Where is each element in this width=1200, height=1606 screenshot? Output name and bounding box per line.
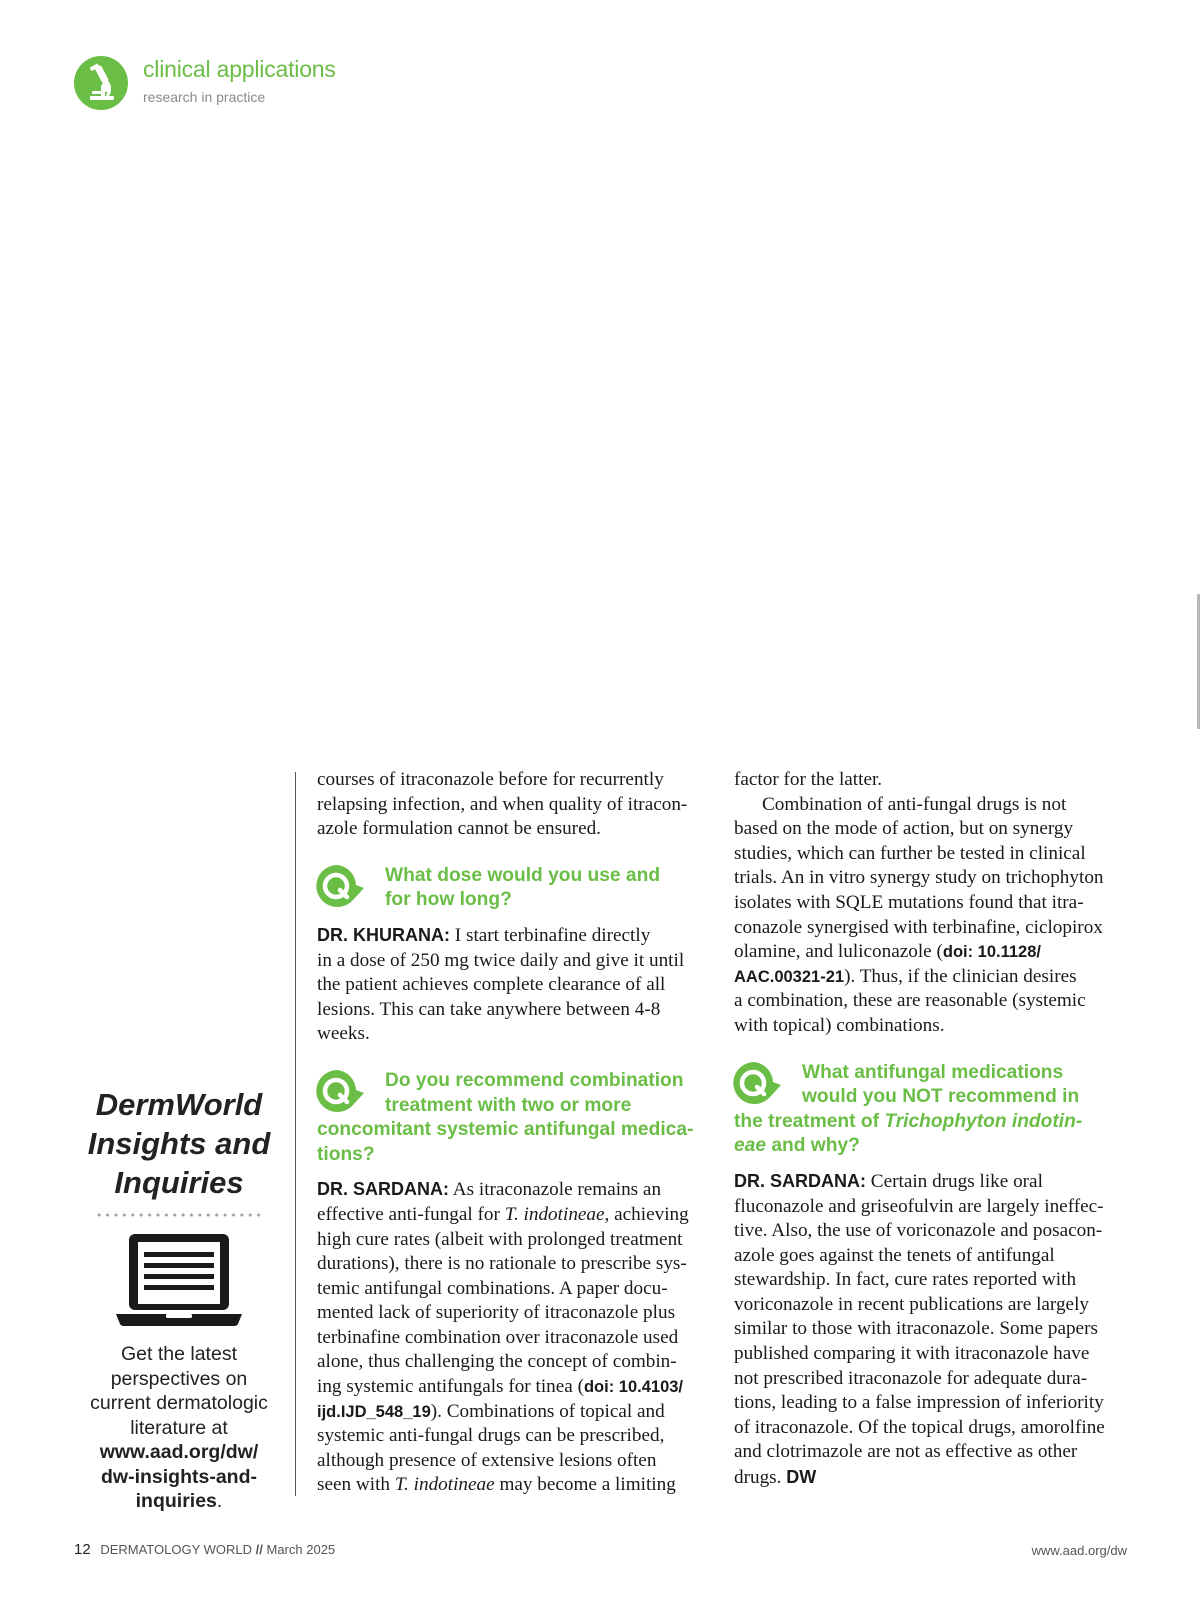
body-line: tive. Also, the use of voriconazole and posacon- bbox=[734, 1220, 1103, 1242]
species-name: eae bbox=[734, 1135, 767, 1157]
dotted-divider bbox=[95, 1212, 263, 1218]
body-line: high cure rates (albeit with prolonged treatment bbox=[317, 1228, 683, 1250]
sidebar-text-line: Get the latest bbox=[121, 1343, 237, 1365]
question-heading bbox=[734, 1061, 1134, 1159]
question-line: concomitant systemic antifungal medica- bbox=[317, 1119, 694, 1141]
sidebar-text bbox=[70, 1342, 288, 1514]
q-bubble-icon bbox=[315, 1069, 365, 1115]
question-text: and why? bbox=[766, 1135, 860, 1157]
body-line: courses of itraconazole before for recurrently bbox=[317, 769, 664, 790]
body-text: Certain drugs like oral bbox=[866, 1170, 1043, 1192]
sidebar-title bbox=[70, 1085, 288, 1202]
body-line: alone, thus challenging the concept of combin- bbox=[317, 1351, 677, 1373]
sidebar-promo bbox=[70, 1085, 288, 1514]
laptop-icon bbox=[114, 1232, 244, 1328]
sidebar-title-line: Inquiries bbox=[114, 1165, 244, 1200]
body-line: mented lack of superiority of itraconazole plus bbox=[317, 1302, 676, 1324]
body-line: terbinafine combination over itraconazole used bbox=[317, 1326, 679, 1348]
body-line: tions, leading to a false impression of inferiority bbox=[734, 1392, 1104, 1414]
body-line: a combination, these are reasonable (systemic bbox=[734, 990, 1086, 1012]
footer-separator: // bbox=[255, 1542, 263, 1557]
body-line: and clotrimazole are not as effective as other bbox=[734, 1441, 1078, 1463]
question-line: tions? bbox=[317, 1143, 375, 1165]
end-mark: DW bbox=[786, 1467, 817, 1488]
body-line: the patient achieves complete clearance of all bbox=[317, 974, 666, 996]
sidebar-link[interactable] bbox=[70, 1440, 288, 1514]
body-line: not prescribed itraconazole for adequate dura- bbox=[734, 1367, 1088, 1389]
body-line: factor for the latter. bbox=[734, 769, 883, 790]
species-name: Trichophyton indotin- bbox=[884, 1110, 1083, 1132]
microscope-icon bbox=[74, 56, 128, 110]
question-line: would you NOT recommend in bbox=[802, 1086, 1080, 1108]
question-line: for how long? bbox=[385, 889, 512, 911]
body-line: voriconazole in recent publications are largely bbox=[734, 1293, 1089, 1315]
body-line: stewardship. In fact, cure rates reported with bbox=[734, 1269, 1077, 1291]
sidebar-link-line[interactable]: dw-insights-and- bbox=[101, 1465, 257, 1488]
body-line: based on the mode of action, but on synergy bbox=[734, 818, 1074, 840]
body-line: weeks. bbox=[317, 1023, 370, 1045]
body-line: studies, which can further be tested in clinical bbox=[734, 842, 1086, 864]
question-line: treatment with two or more bbox=[385, 1094, 632, 1116]
sidebar-text-line: current dermatologic bbox=[90, 1392, 268, 1414]
body-line: azole formulation cannot be ensured. bbox=[317, 818, 601, 840]
q-bubble-icon bbox=[315, 864, 365, 910]
doi-reference[interactable]: ijd.IJD_548_19 bbox=[317, 1402, 431, 1421]
body-line: azole goes against the tenets of antifungal bbox=[734, 1244, 1055, 1266]
body-line: although presence of extensive lesions often bbox=[317, 1449, 657, 1471]
doi-reference[interactable]: doi: 10.4103/ bbox=[583, 1378, 684, 1397]
body-line: in a dose of 250 mg twice daily and give it until bbox=[317, 949, 685, 971]
body-text: olamine, and luliconazole ( bbox=[734, 941, 943, 963]
body-line: Combination of anti-fungal drugs is not bbox=[762, 793, 1067, 815]
section-subtitle: research in practice bbox=[143, 89, 266, 105]
footer-url[interactable]: www.aad.org/dw bbox=[1031, 1543, 1127, 1558]
body-line: trials. An in vitro synergy study on trichophyton bbox=[734, 867, 1104, 889]
body-line: relapsing infection, and when quality of itracon- bbox=[317, 793, 688, 815]
sidebar-text-line: literature at bbox=[130, 1416, 228, 1439]
body-line: similar to those with itraconazole. Some papers bbox=[734, 1318, 1098, 1340]
sidebar-title-line: DermWorld bbox=[95, 1087, 263, 1122]
body-line: temic antifungal combinations. A paper docu- bbox=[317, 1277, 668, 1299]
question-heading bbox=[317, 1069, 713, 1167]
article-column-1 bbox=[317, 768, 713, 1498]
question-heading bbox=[317, 864, 713, 913]
sidebar-text-line: perspectives on bbox=[110, 1367, 248, 1390]
body-text: , achieving bbox=[604, 1203, 689, 1225]
q-bubble-icon bbox=[732, 1061, 782, 1107]
sidebar-link-line[interactable]: inquiries bbox=[135, 1490, 217, 1512]
body-text: may become a limiting bbox=[494, 1474, 676, 1496]
body-text: As itraconazole remains an bbox=[449, 1179, 662, 1201]
speaker-name: DR. SARDANA: bbox=[317, 1179, 449, 1200]
body-text: effective anti-fungal for bbox=[317, 1203, 505, 1225]
body-text: ). Combinations of topical and bbox=[430, 1400, 665, 1422]
body-text: ). Thus, if the clinician desires bbox=[844, 965, 1077, 987]
sidebar-title-line: Insights and bbox=[87, 1126, 271, 1161]
body-line: published comparing it with itraconazole have bbox=[734, 1343, 1090, 1365]
doi-reference[interactable]: AAC.00321-21 bbox=[734, 967, 845, 986]
body-line: of itraconazole. Of the topical drugs, amorolfine bbox=[734, 1416, 1105, 1438]
body-line: fluconazole and griseofulvin are largely ineffec- bbox=[734, 1195, 1104, 1217]
speaker-name: DR. KHURANA: bbox=[317, 924, 450, 945]
sidebar-link-line[interactable]: www.aad.org/dw/ bbox=[99, 1441, 259, 1463]
body-line: lesions. This can take anywhere between 4-8 bbox=[317, 998, 661, 1020]
magazine-name: DERMATOLOGY WORLD bbox=[100, 1542, 253, 1557]
body-text: ing systemic antifungals for tinea ( bbox=[317, 1376, 584, 1398]
question-text: the treatment of bbox=[734, 1110, 885, 1132]
question-line: What antifungal medications bbox=[802, 1061, 1064, 1083]
question-line: Do you recommend combination bbox=[385, 1069, 684, 1091]
column-rule bbox=[295, 772, 296, 1496]
page-number: 12 bbox=[74, 1541, 91, 1558]
body-text: drugs. bbox=[734, 1467, 787, 1489]
question-line: What dose would you use and bbox=[385, 864, 661, 886]
body-line: isolates with SQLE mutations found that itra- bbox=[734, 891, 1084, 913]
body-text: I start terbinafine directly bbox=[450, 924, 651, 946]
body-line: with topical) combinations. bbox=[734, 1014, 945, 1036]
page-footer bbox=[74, 1541, 335, 1558]
species-name: T. indotineae bbox=[394, 1474, 495, 1496]
species-name: T. indotineae bbox=[504, 1203, 605, 1225]
section-title: clinical applications bbox=[143, 56, 336, 82]
article-column-2 bbox=[734, 768, 1134, 1491]
body-line: systemic anti-fungal drugs can be prescribed, bbox=[317, 1425, 665, 1447]
body-line: conazole synergised with terbinafine, ciclopirox bbox=[734, 916, 1103, 938]
doi-reference[interactable]: doi: 10.1128/ bbox=[942, 943, 1041, 962]
body-text: seen with bbox=[317, 1474, 395, 1496]
body-line: durations), there is no rationale to prescribe sys- bbox=[317, 1253, 687, 1275]
speaker-name: DR. SARDANA: bbox=[734, 1170, 866, 1191]
issue-date: March 2025 bbox=[266, 1542, 336, 1557]
sidebar-link-period: . bbox=[216, 1490, 223, 1512]
